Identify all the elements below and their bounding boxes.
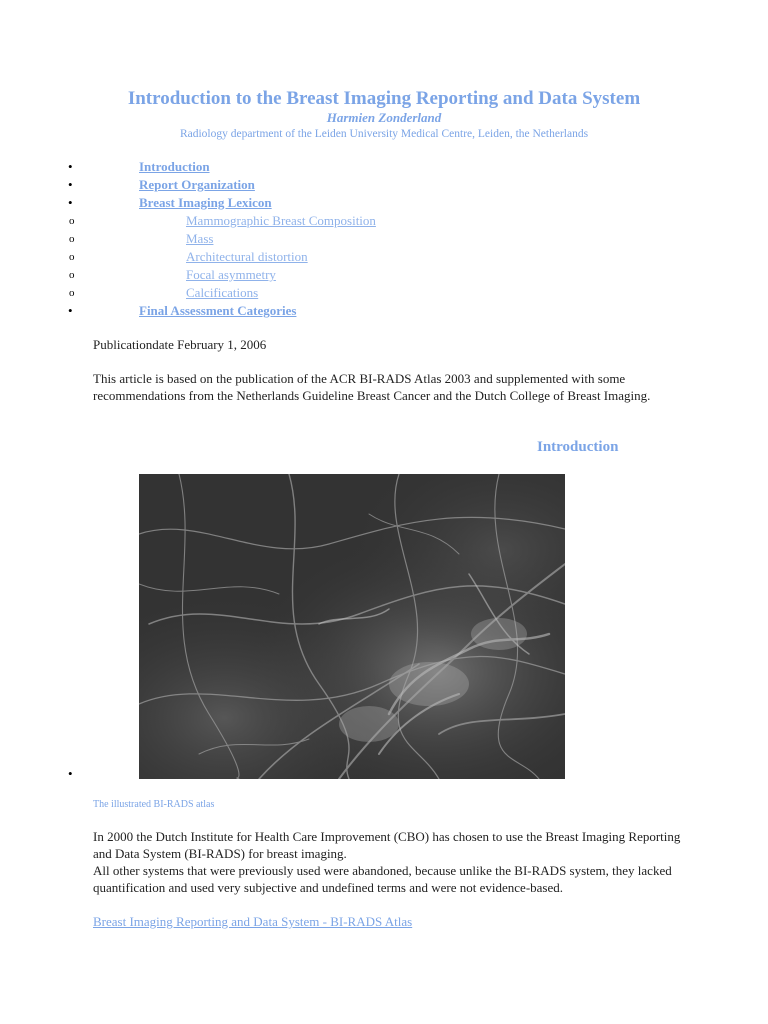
toc-item-final-assessment [0,302,768,320]
table-of-contents [0,158,768,320]
toc-link-breast-composition[interactable]: Mammographic Breast Composition [186,213,376,228]
toc-item-breast-imaging-lexicon [0,194,768,212]
image-caption: The illustrated BI-RADS atlas [93,799,215,810]
toc-link-introduction[interactable]: Introduction [139,159,210,174]
bullet-icon: • [68,766,73,781]
circle-bullet-icon: o [69,251,75,263]
bullet-icon: • [68,177,73,192]
toc-link-final-assessment[interactable]: Final Assessment Categories [139,303,297,318]
toc-item-breast-composition [0,212,768,230]
bullet-icon: • [68,303,73,318]
toc-item-mass [0,230,768,248]
toc-link-breast-imaging-lexicon[interactable]: Breast Imaging Lexicon [139,195,272,210]
toc-item-focal-asymmetry [0,266,768,284]
circle-bullet-icon: o [69,215,75,227]
circle-bullet-icon: o [69,269,75,281]
toc-link-focal-asymmetry[interactable]: Focal asymmetry [186,267,276,282]
circle-bullet-icon: o [69,233,75,245]
toc-link-report-organization[interactable]: Report Organization [139,177,255,192]
paragraph-cbo: In 2000 the Dutch Institute for Health Care Improvement (CBO) has chosen to use the Breast Imaging Reporting and Data System (BI-RADS) for breast imaging. [93,829,681,861]
toc-item-report-organization [0,176,768,194]
paragraph-abandoned-systems: All other systems that were previously used were abandoned, because unlike the BI-RADS system, they lacked quantification and used very subjective and undefined terms and were not evidence-based. [93,863,672,895]
article-author: Harmien Zonderland [326,110,442,125]
article-title: Introduction to the Breast Imaging Reporting and Data System [127,88,641,109]
bullet-icon: • [68,159,73,174]
publication-date: Publicationdate February 1, 2006 [93,337,267,352]
toc-link-architectural-distortion[interactable]: Architectural distortion [186,249,308,264]
mammogram-image [139,474,565,779]
intro-paragraph: This article is based on the publication of the ACR BI-RADS Atlas 2003 and supplemented with some recommendations from the Netherlands Guideline Breast Cancer and the Dutch College of Breast Imaging. [93,371,651,403]
section-heading-introduction: Introduction [537,439,619,455]
article-affiliation: Radiology department of the Leiden University Medical Centre, Leiden, the Netherlands [179,128,589,140]
bi-rads-atlas-link[interactable]: Breast Imaging Reporting and Data System - BI-RADS Atlas [93,914,413,929]
toc-item-calcifications [0,284,768,302]
toc-link-mass[interactable]: Mass [186,231,214,246]
toc-item-introduction [0,158,768,176]
circle-bullet-icon: o [69,287,75,299]
toc-link-calcifications[interactable]: Calcifications [186,285,259,300]
bullet-icon: • [68,195,73,210]
toc-item-architectural-distortion [0,248,768,266]
